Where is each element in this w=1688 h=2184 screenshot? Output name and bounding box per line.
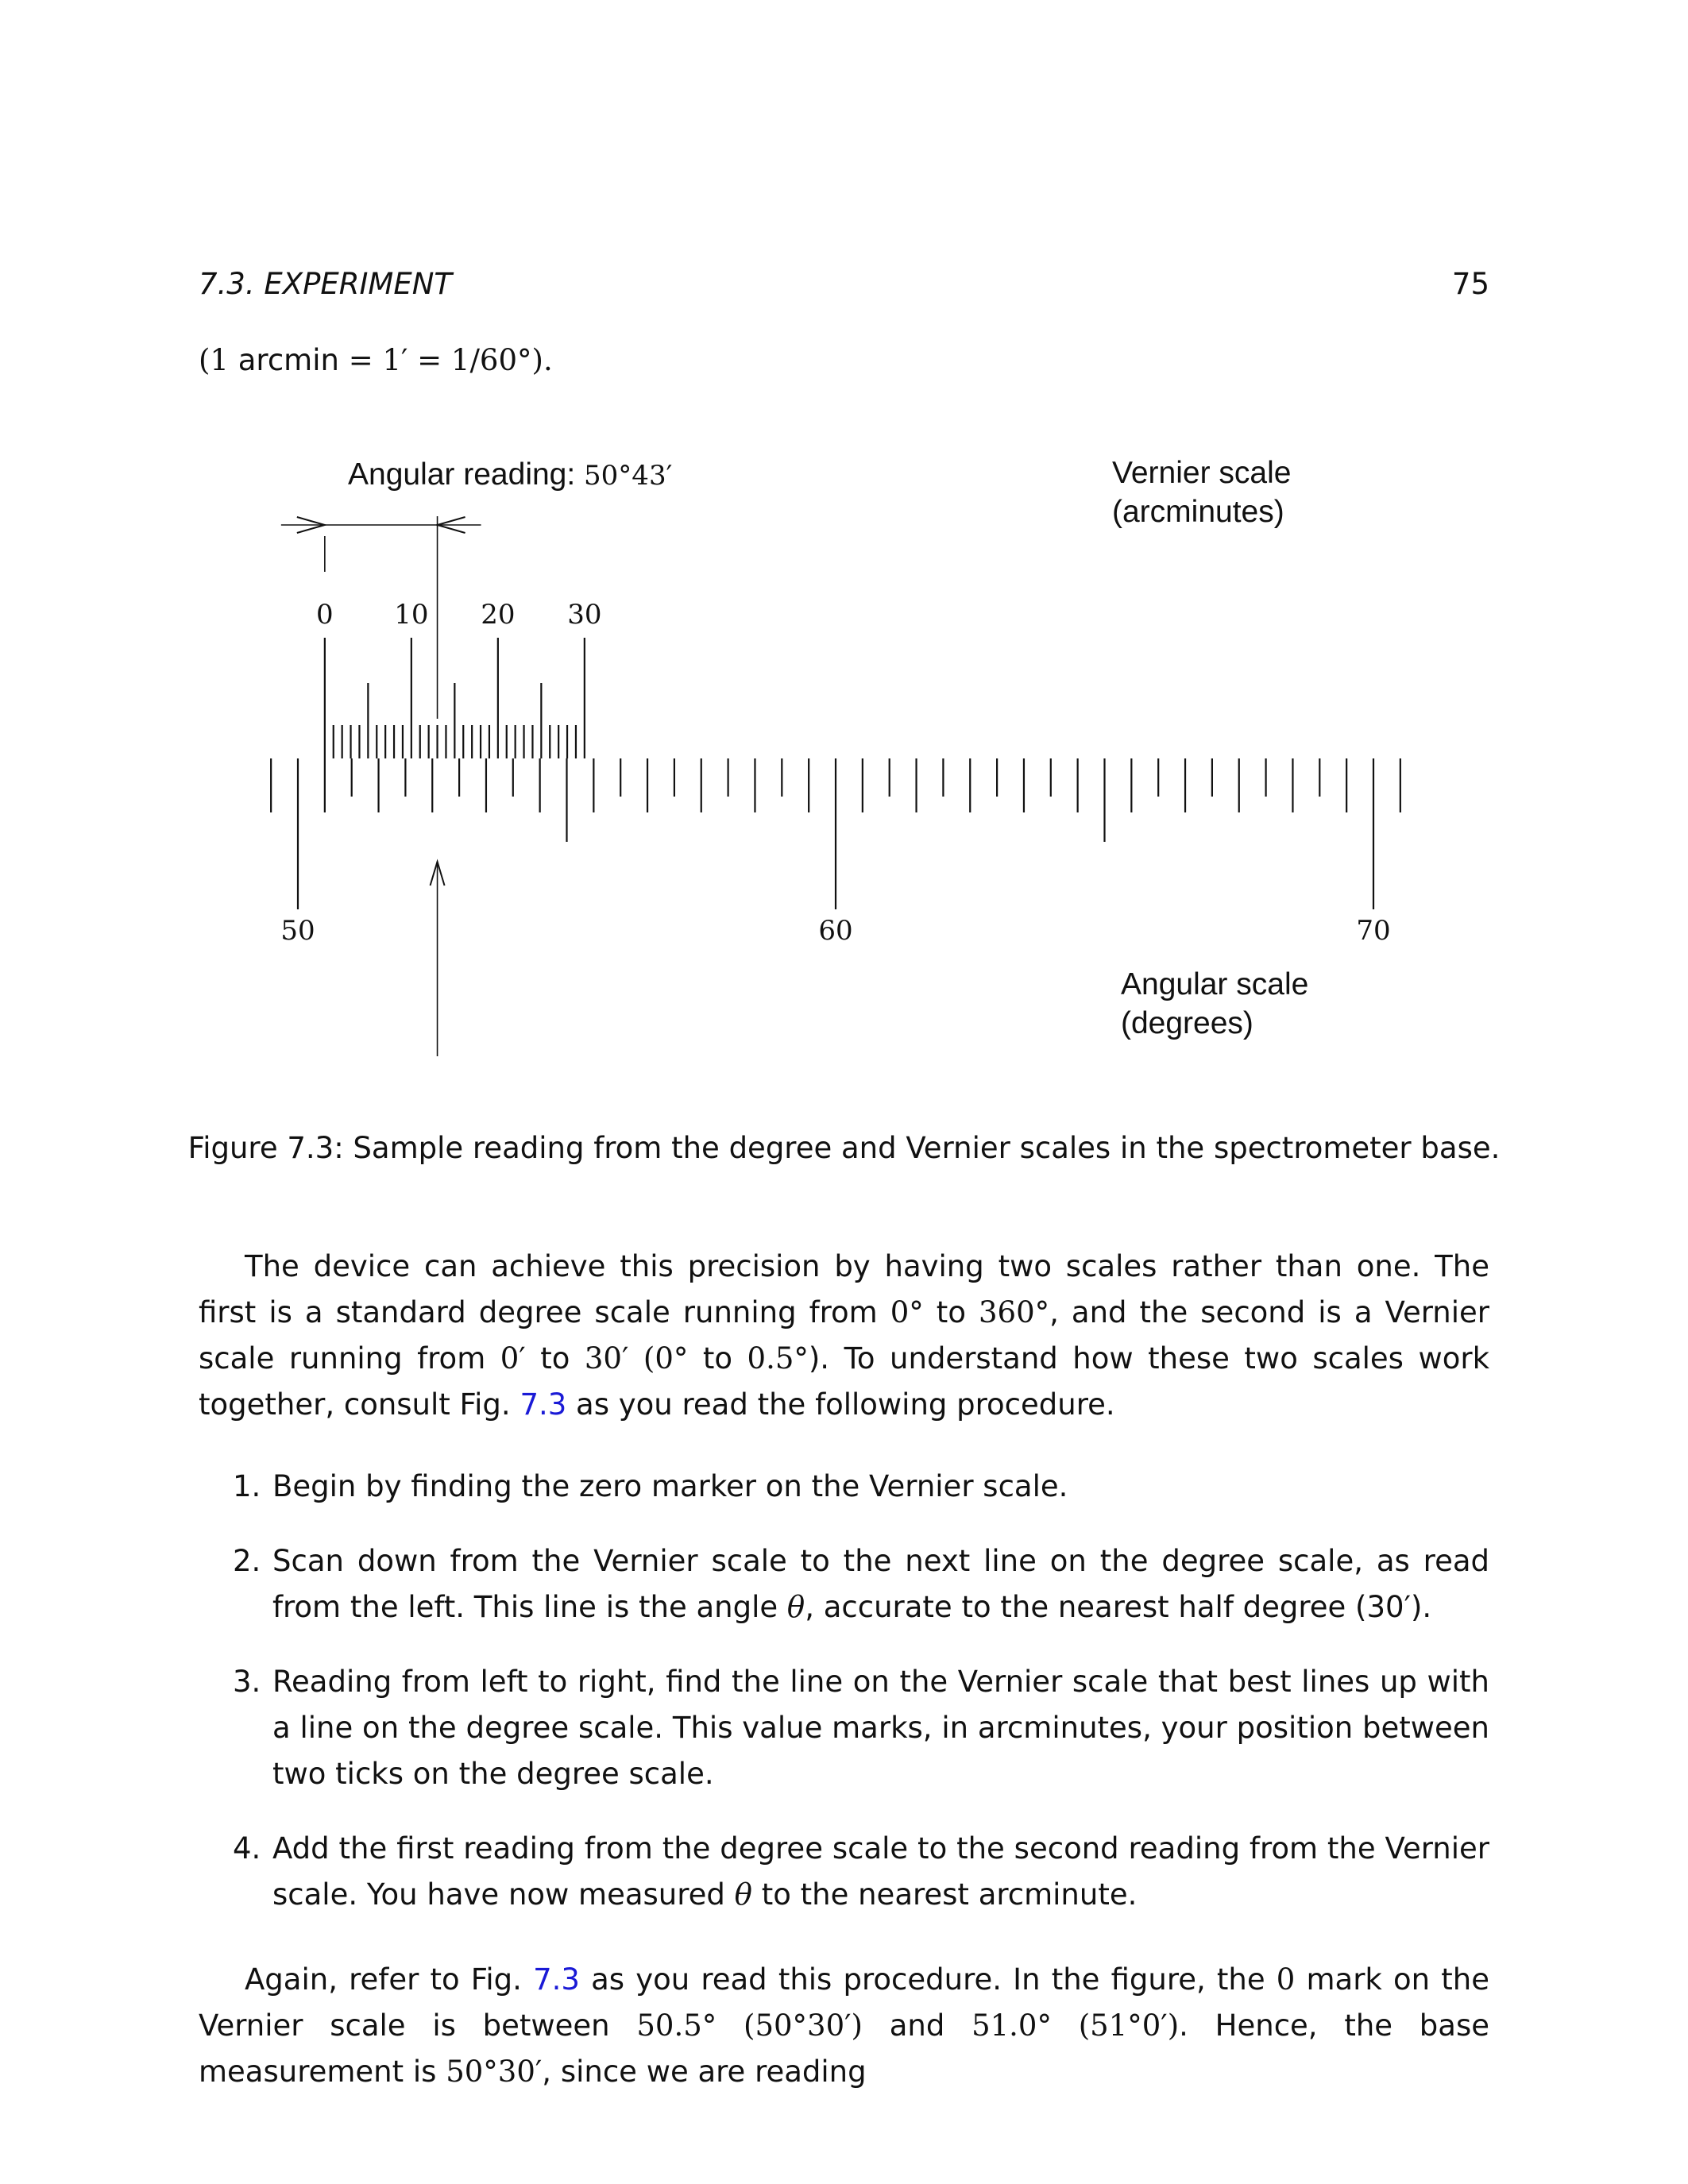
list-item <box>199 1659 1489 1797</box>
degree-label: 70 <box>1356 915 1391 947</box>
p2-text-4: and <box>862 2008 972 2043</box>
step-text: Reading from left to right, find the line on the Vernier scale that best lines up with a line on the degree scale. This value marks, in arcminutes, your position between two ticks on the degree scale. <box>272 1665 1489 1791</box>
paragraph-example <box>199 1957 1489 2095</box>
vernier-title: Vernier scale <box>1112 456 1292 490</box>
list-item <box>199 1538 1489 1630</box>
p1-math-6: 0.5° <box>747 1341 809 1376</box>
p2-text-6: , since we are reading <box>542 2055 867 2089</box>
vernier-label: 0 <box>316 599 334 631</box>
p1-text-5: ( <box>628 1341 655 1376</box>
vernier-label: 20 <box>481 599 516 631</box>
p1-math-4: 30′ <box>584 1341 629 1376</box>
p1-text-3: , and the second is a Vernier scale running from <box>199 1295 1490 1376</box>
degree-scale-subtitle: (degrees) <box>1121 1006 1253 1040</box>
degree-label: 50 <box>280 915 315 947</box>
step-text: Begin by finding the zero marker on the Vernier scale. <box>272 1469 1068 1503</box>
p2-math-1: 0 <box>1276 1962 1296 1997</box>
degree-scale-title: Angular scale <box>1121 967 1309 1001</box>
p1-math-5: 0° <box>655 1341 689 1376</box>
step-text: Scan down from the Vernier scale to the next line on the degree scale, as read from the left. This line is the angle <box>272 1544 1489 1624</box>
step-number: 2. <box>233 1544 261 1578</box>
p1-math-2: 360° <box>978 1295 1050 1329</box>
vernier-figure <box>262 453 1422 1056</box>
p1-text-2: to <box>923 1295 979 1329</box>
page-number: 75 <box>1451 267 1489 301</box>
p1-math-3: 0′ <box>500 1341 526 1376</box>
figure-ref-link[interactable]: 7.3 <box>520 1387 567 1422</box>
step-theta: θ <box>734 1877 752 1912</box>
arcmin-definition <box>199 343 553 377</box>
p1-math-1: 0° <box>890 1295 924 1329</box>
list-item <box>199 1464 1489 1510</box>
arcmin-open: (1 <box>199 343 238 377</box>
angular-reading-value: 50°43′ <box>584 460 673 492</box>
running-head: 7.3. EXPERIMENT <box>199 267 452 301</box>
p2-math-3: 51.0° (51°0′) <box>971 2008 1180 2043</box>
step-text-tail: to the nearest arcminute. <box>751 1877 1138 1912</box>
step-number: 1. <box>233 1469 261 1503</box>
vernier-subtitle: (arcminutes) <box>1112 495 1284 529</box>
p2-text-1: Again, refer to Fig. <box>245 1962 534 1997</box>
p2-text-2: as you read this procedure. In the figure, the <box>579 1962 1277 1997</box>
arcmin-unit: arcmin <box>238 343 339 377</box>
degree-label: 60 <box>818 915 853 947</box>
vernier-label: 10 <box>394 599 429 631</box>
p2-math-2: 50.5° (50°30′) <box>636 2008 863 2043</box>
figure-caption: Figure 7.3: Sample reading from the degree and Vernier scales in the spectrometer base. <box>187 1131 1501 1165</box>
p1-text-7: ). To understand how these two scales work together, consult Fig. <box>199 1341 1490 1422</box>
p1-text-4: to <box>525 1341 585 1376</box>
arcmin-math: = 1′ = 1/60°). <box>338 343 553 377</box>
list-item <box>199 1826 1489 1918</box>
angular-reading-text: Angular reading: <box>348 457 585 492</box>
step-theta: θ <box>786 1590 805 1624</box>
p1-text-6: to <box>688 1341 747 1376</box>
vernier-label: 30 <box>567 599 602 631</box>
p2-text-3: mark on the Vernier scale is between <box>199 1962 1490 2043</box>
p2-math-4: 50°30′ <box>446 2055 543 2089</box>
step-number: 4. <box>233 1831 261 1866</box>
step-text-tail: , accurate to the nearest half degree (30′). <box>805 1590 1432 1624</box>
p1-text-8: as you read the following procedure. <box>566 1387 1115 1422</box>
paragraph-scales <box>199 1244 1489 1428</box>
figure-ref-link[interactable]: 7.3 <box>533 1962 580 1997</box>
step-text: Add the first reading from the degree scale to the second reading from the Vernier scale. You have now measured <box>272 1831 1489 1912</box>
angular-reading-label <box>348 457 672 492</box>
procedure-list <box>199 1464 1489 1947</box>
p1-text-1: The device can achieve this precision by having two scales rather than one. The first is a standard degree scale running from <box>199 1249 1489 1329</box>
step-number: 3. <box>233 1665 261 1699</box>
p2-text-5: . Hence, the base measurement is <box>199 2008 1489 2089</box>
